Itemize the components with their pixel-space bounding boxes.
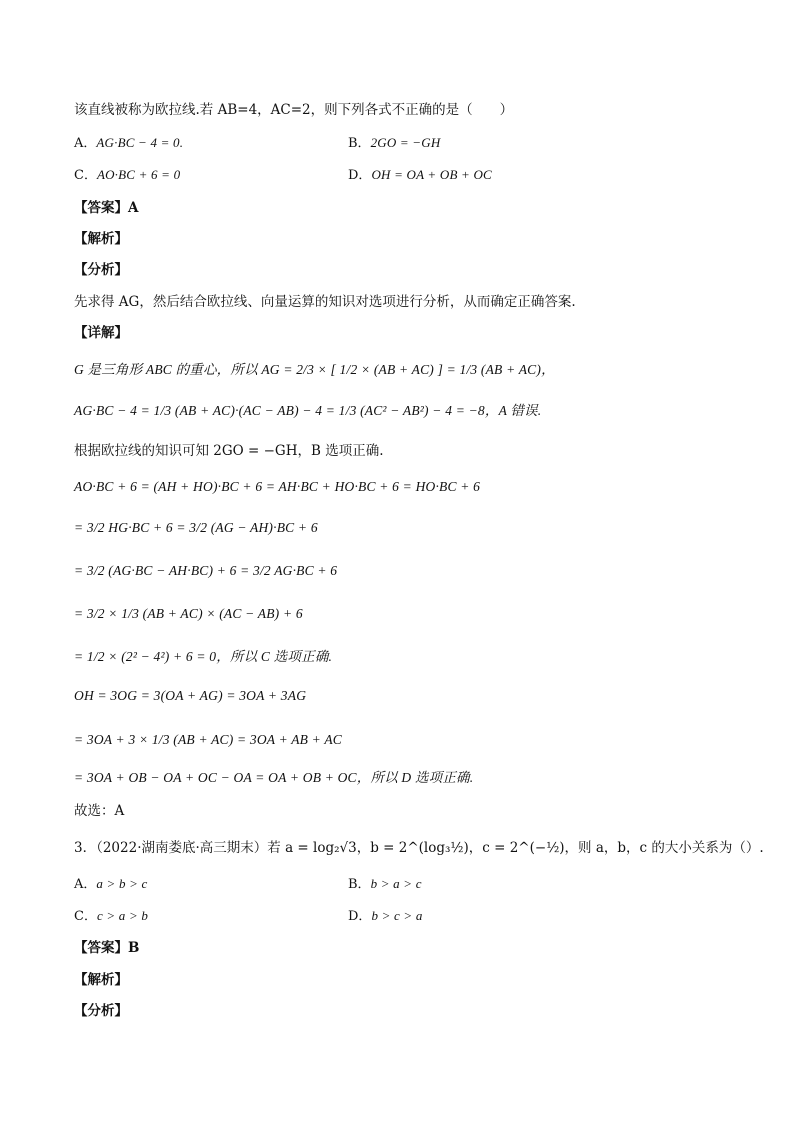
q2-stem: 该直线被称为欧拉线.若 AB=4，AC=2，则下列各式不正确的是（ ） — [74, 102, 514, 118]
q2-fenxi-heading: 【分析】 — [74, 262, 128, 278]
option-label: C． — [74, 909, 97, 924]
q2-option-a — [74, 133, 183, 154]
q2-option-b — [348, 133, 440, 154]
q2-solution-line-6: = 3/2 (AG·BC − AH·BC) + 6 = 3/2 AG·BC + 6 — [74, 563, 338, 578]
q2-solution-line-7: = 3/2 × 1/3 (AB + AC) × (AC − AB) + 6 — [74, 606, 303, 621]
q2-xiangjie-heading: 【详解】 — [74, 325, 128, 341]
option-text: b > a > c — [370, 876, 422, 891]
option-label: D． — [348, 909, 372, 924]
q2-solution-line-8: = 1/2 × (2² − 4²) + 6 = 0，所以 C 选项正确. — [74, 649, 333, 664]
q2-jiexi-heading: 【解析】 — [74, 231, 128, 247]
option-text: a > b > c — [96, 876, 148, 891]
option-label: B． — [348, 136, 371, 151]
q2-solution-line-11: = 3OA + OB − OA + OC − OA = OA + OB + OC，所以 D 选项正确. — [74, 770, 474, 785]
option-label: B． — [348, 877, 371, 892]
q2-conclusion: 故选：A — [74, 803, 125, 819]
option-label: A． — [74, 136, 97, 151]
q3-fenxi-heading: 【分析】 — [74, 1003, 128, 1019]
option-text: AO·BC + 6 = 0 — [96, 167, 181, 182]
q2-solution-line-9: OH = 3OG = 3(OA + AG) = 3OA + 3AG — [74, 688, 307, 703]
option-text: b > c > a — [371, 908, 423, 923]
q2-answer: 【答案】A — [74, 200, 139, 216]
q3-option-d — [348, 906, 423, 927]
q3-answer: 【答案】B — [74, 940, 140, 956]
q3-option-c — [74, 906, 148, 927]
option-label: C． — [74, 168, 97, 183]
q2-solution-line-4: AO·BC + 6 = (AH + HO)·BC + 6 = AH·BC + HO·BC + 6 = HO·BC + 6 — [74, 479, 481, 494]
option-label: A． — [74, 877, 97, 892]
q3-option-b — [348, 874, 422, 895]
q2-solution-line-1: G 是三角形 ABC 的重心，所以 AG = 2/3 × [ 1/2 × (AB + AC) ] = 1/3 (AB + AC)， — [74, 362, 555, 377]
option-text: c > a > b — [96, 908, 149, 923]
q3-option-a — [74, 874, 148, 895]
q3-jiexi-heading: 【解析】 — [74, 972, 128, 988]
q2-solution-line-3: 根据欧拉线的知识可知 2GO = −GH，B 选项正确. — [74, 443, 384, 459]
q2-fenxi-text: 先求得 AG，然后结合欧拉线、向量运算的知识对选项进行分析，从而确定正确答案. — [74, 294, 576, 310]
option-label: D． — [348, 168, 372, 183]
q2-option-d — [348, 165, 492, 186]
option-text: OH = OA + OB + OC — [371, 167, 492, 182]
q2-solution-line-2: AG·BC − 4 = 1/3 (AB + AC)·(AC − AB) − 4 = 1/3 (AC² − AB²) − 4 = −8，A 错误. — [74, 403, 542, 418]
q2-solution-line-5: = 3/2 HG·BC + 6 = 3/2 (AG − AH)·BC + 6 — [74, 520, 318, 535]
q2-solution-line-10: = 3OA + 3 × 1/3 (AB + AC) = 3OA + AB + AC — [74, 732, 342, 747]
q3-stem: 3．（2022·湖南娄底·高三期末）若 a = log₂√3，b = 2^(log₃½)，c = 2^(−½)，则 a，b，c 的大小关系为（）. — [74, 840, 764, 856]
option-text: AG·BC − 4 = 0. — [96, 135, 184, 150]
option-text: 2GO = −GH — [370, 135, 441, 150]
q2-option-c — [74, 165, 180, 186]
